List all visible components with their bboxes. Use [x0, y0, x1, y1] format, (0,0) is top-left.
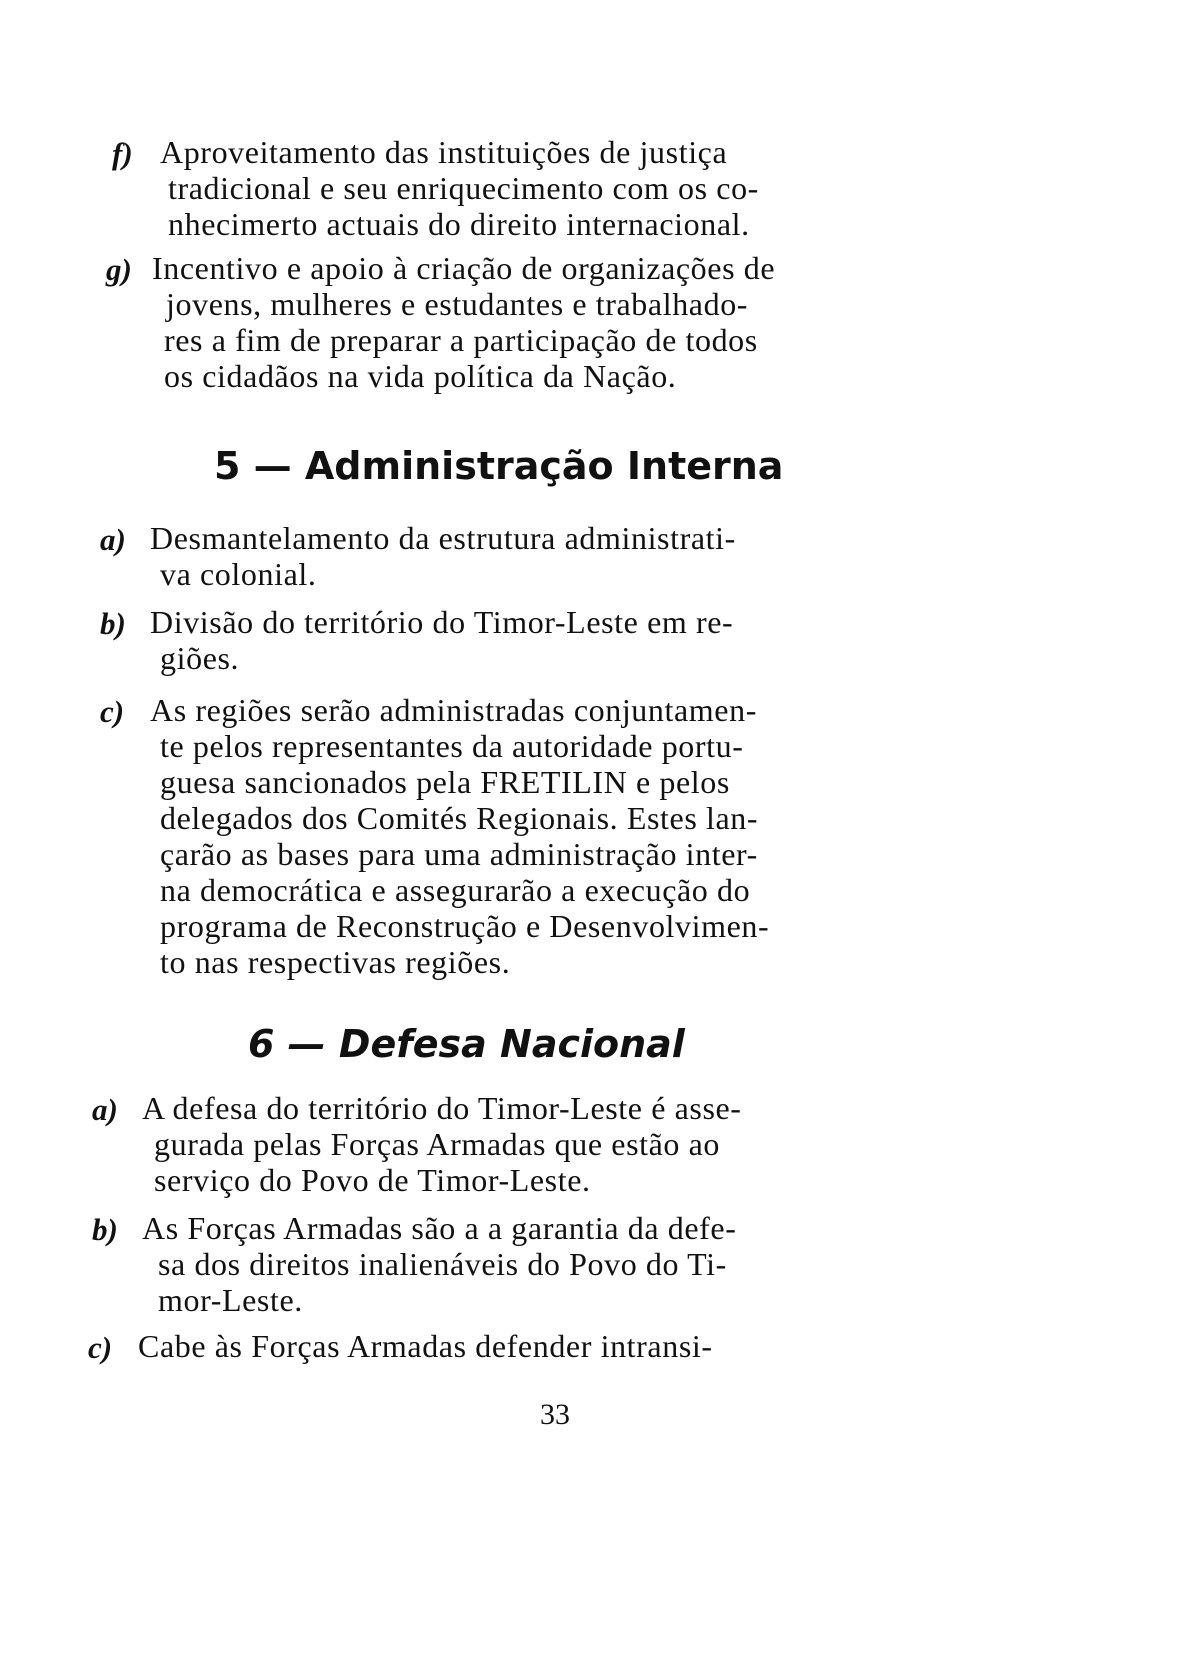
item-text-line: gurada pelas Forças Armadas que estão ao: [154, 1126, 721, 1162]
page-number: 33: [540, 1398, 570, 1431]
item-marker: c): [88, 1330, 113, 1365]
item-text-line: Incentivo e apoio à criação de organizações de: [152, 250, 776, 286]
item-text-line: çarão as bases para uma administração inter-: [160, 836, 758, 872]
item-marker: f): [112, 136, 133, 171]
item-text-line: na democrática e assegurarão a execução do: [160, 872, 751, 908]
item-text-line: A defesa do território do Timor-Leste é asse-: [142, 1090, 742, 1126]
item-text-line: Divisão do território do Timor-Leste em re-: [150, 604, 734, 640]
item-text-line: programa de Reconstrução e Desenvolvimen-: [160, 908, 770, 944]
item-text-line: Desmantelamento da estrutura administrati-: [150, 520, 736, 556]
item-marker: b): [100, 606, 126, 641]
item-text-line: giões.: [160, 640, 240, 676]
item-text-line: As Forças Armadas são a a garantia da defe-: [142, 1210, 737, 1246]
item-text-line: sa dos direitos inalienáveis do Povo do Ti-: [158, 1246, 727, 1282]
item-text-line: Cabe às Forças Armadas defender intransi-: [138, 1328, 713, 1364]
item-text-line: nhecimerto actuais do direito internacional.: [168, 206, 750, 242]
section-heading-6: 6 — Defesa Nacional: [248, 1022, 685, 1066]
item-marker: b): [92, 1212, 118, 1247]
item-text-line: os cidadãos na vida política da Nação.: [164, 358, 677, 394]
item-text-line: jovens, mulheres e estudantes e trabalhado-: [166, 286, 749, 322]
item-text-line: guesa sancionados pela FRETILIN e pelos: [160, 764, 730, 800]
section-heading-5: 5 — Administração Interna: [214, 444, 784, 488]
item-text-line: te pelos representantes da autoridade portu-: [160, 728, 744, 764]
item-text-line: va colonial.: [160, 556, 317, 592]
item-marker: a): [100, 522, 126, 557]
item-text-line: tradicional e seu enriquecimento com os co-: [168, 170, 759, 206]
item-text-line: serviço do Povo de Timor-Leste.: [154, 1162, 591, 1198]
item-text-line: res a fim de preparar a participação de todos: [164, 322, 758, 358]
item-text-line: As regiões serão administradas conjuntamen-: [150, 692, 757, 728]
item-marker: g): [106, 252, 132, 287]
item-text-line: delegados dos Comités Regionais. Estes lan-: [160, 800, 759, 836]
item-marker: c): [100, 694, 125, 729]
item-text-line: to nas respectivas regiões.: [160, 944, 511, 980]
item-marker: a): [92, 1092, 118, 1127]
item-text-line: Aproveitamento das instituições de justiça: [160, 134, 728, 170]
item-text-line: mor-Leste.: [158, 1282, 303, 1318]
